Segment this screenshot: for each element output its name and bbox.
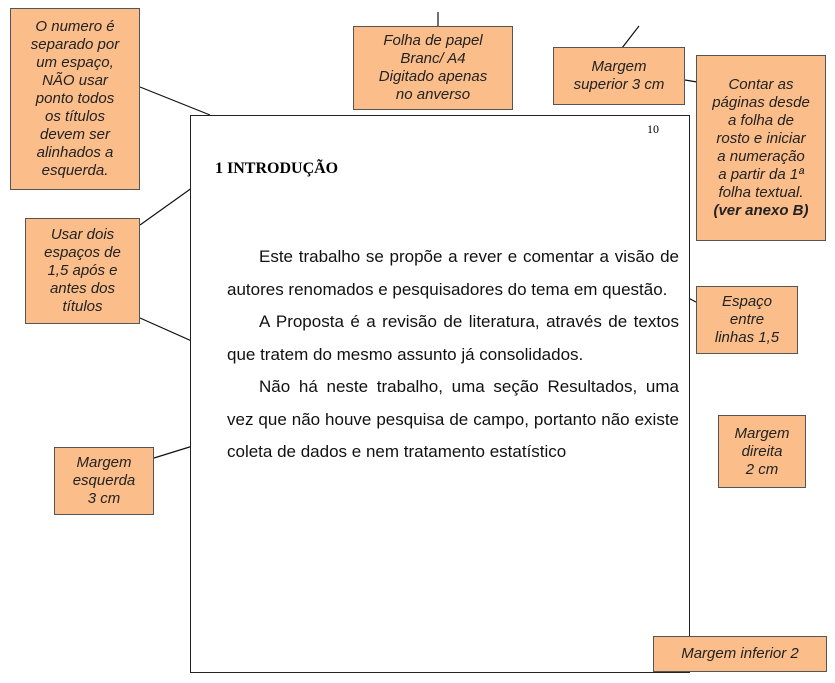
note-top-margin: Margem superior 3 cm (553, 47, 685, 105)
body-text (227, 241, 679, 469)
sample-page (190, 115, 690, 673)
note-title-spacing: Usar dois espaços de 1,5 após e antes dos títulos (25, 218, 140, 324)
section-heading: 1 INTRODUÇÃO (215, 160, 339, 177)
paragraph: Este trabalho se propõe a rever e comentar a visão de autores renomados e pesquisadores do tema em questão. (227, 247, 679, 299)
paragraph: Não há neste trabalho, uma seção Resultados, uma vez que não houve pesquisa de campo, portanto não existe coleta de dados e nem tratamento estatístico (227, 377, 679, 461)
note-bottom-margin: Margem inferior 2 (653, 636, 827, 672)
paragraph: A Proposta é a revisão de literatura, através de textos que tratem do mesmo assunto já consolidados. (227, 312, 679, 364)
leader-line-top-margin (622, 26, 639, 48)
note-paper: Folha de papel Branc/ A4 Digitado apenas no anverso (353, 26, 513, 110)
note-numbering: O numero é separado por um espaço, NÃO usar ponto todos os títulos devem ser alinhados a esquerda. (10, 8, 140, 190)
annex-reference: (ver anexo B) (713, 202, 809, 219)
page-number: 10 (647, 122, 659, 136)
leader-line-numbering (140, 87, 210, 115)
note-left-margin: Margem esquerda 3 cm (54, 447, 154, 515)
note-line-spacing: Espaço entre linhas 1,5 (696, 286, 798, 354)
note-right-margin: Margem direita 2 cm (718, 415, 806, 488)
note-page-count: Contar as páginas desde a folha de rosto e iniciar a numeração a partir da 1ª folha textual. (ver anexo B) (696, 55, 826, 241)
